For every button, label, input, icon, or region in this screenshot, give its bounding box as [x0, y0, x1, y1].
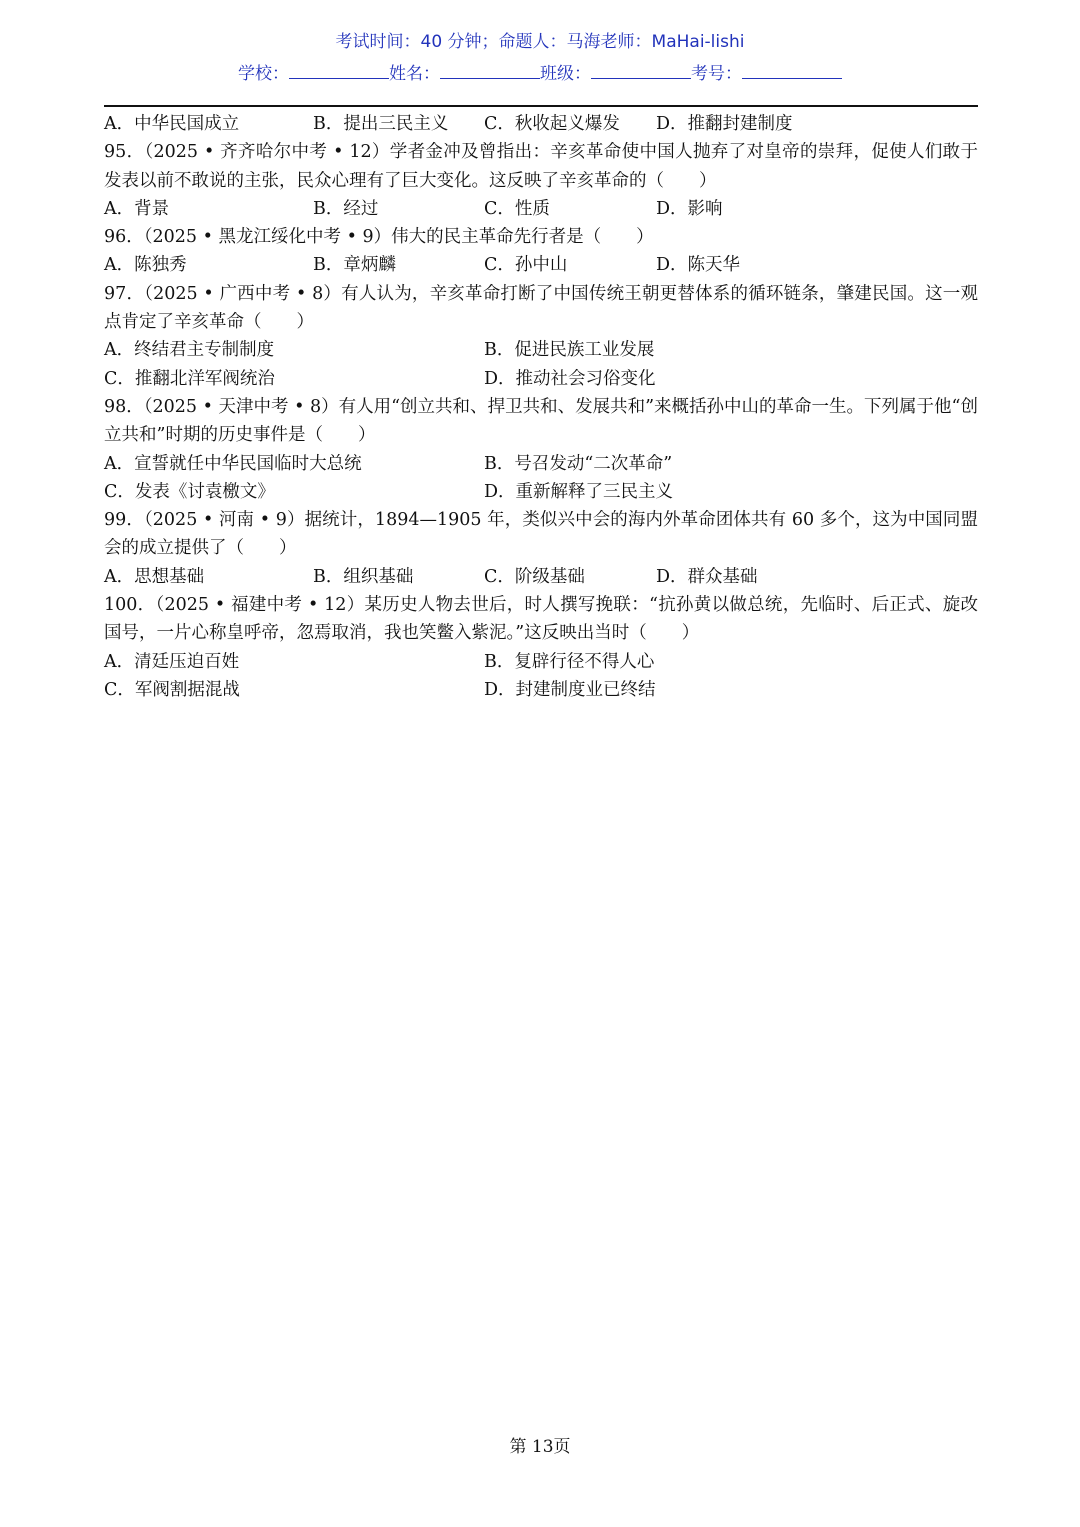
option[interactable]: D．群众基础: [656, 566, 758, 587]
class-label: 班级：: [540, 64, 591, 84]
option[interactable]: C．性质: [484, 198, 550, 219]
options-row: [104, 478, 978, 506]
option[interactable]: A．中华民国成立: [104, 114, 240, 134]
question-text: 95．（2025 • 齐齐哈尔中考 • 12）学者金冲及曾指出：辛亥革命使中国人抛弃了对皇帝的崇拜，促使人们敢于发表以前不敢说的主张，民众心理有了巨大变化。这反映了辛亥革命的（ ）: [104, 142, 978, 191]
option[interactable]: B．提出三民主义: [313, 114, 449, 134]
option[interactable]: C．推翻北洋军阀统治: [104, 368, 275, 389]
question-list: [104, 110, 978, 704]
option[interactable]: C．阶级基础: [484, 566, 585, 587]
question-text: 97．（2025 • 广西中考 • 8）有人认为，辛亥革命打断了中国传统王朝更替体系的循环链条，肇建民国。这一观点肯定了辛亥革命（ ）: [104, 283, 978, 333]
option[interactable]: C．秋收起义爆发: [484, 114, 620, 134]
options-row: [104, 563, 978, 591]
question-text: 98．（2025 • 天津中考 • 8）有人用“创立共和、捍卫共和、发展共和”来概括孙中山的革命一生。下列属于他“创立共和”时期的历史事件是（ ）: [104, 396, 978, 446]
options-row: [104, 251, 978, 279]
option[interactable]: B．经过: [313, 198, 379, 219]
school-label: 学校：: [238, 64, 289, 84]
number-label: 考号：: [691, 64, 742, 84]
page-number: 第 13页: [509, 1437, 571, 1457]
option[interactable]: B．章炳麟: [313, 255, 396, 276]
options-row: [104, 450, 978, 478]
option[interactable]: D．推翻封建制度: [656, 114, 793, 134]
options-row: [104, 648, 978, 676]
question-99: [104, 506, 978, 563]
option[interactable]: D．陈天华: [656, 255, 741, 276]
question-98: [104, 393, 978, 450]
option[interactable]: B．促进民族工业发展: [484, 340, 655, 361]
option[interactable]: B．组织基础: [313, 566, 414, 587]
header-divider: [104, 105, 978, 107]
option[interactable]: D．重新解释了三民主义: [484, 481, 674, 502]
name-blank[interactable]: [440, 64, 540, 79]
option[interactable]: B．号召发动“二次革命”: [484, 453, 673, 474]
question-text: 99．（2025 • 河南 • 9）据统计，1894—1905 年，类似兴中会的海内外革命团体共有 60 多个，这为中国同盟会的成立提供了（ ）: [104, 510, 978, 559]
option[interactable]: C．发表《讨袁檄文》: [104, 481, 275, 502]
class-blank[interactable]: [591, 64, 691, 79]
options-row: [104, 676, 978, 704]
question-97: [104, 280, 978, 337]
options-row: [104, 336, 978, 364]
option[interactable]: A．思想基础: [104, 566, 205, 587]
options-row: [104, 195, 978, 223]
question-text: 96．（2025 • 黑龙江绥化中考 • 9）伟大的民主革命先行者是（ ）: [104, 227, 654, 248]
number-blank[interactable]: [742, 64, 842, 79]
option[interactable]: A．终结君主专制制度: [104, 340, 275, 361]
option[interactable]: D．推动社会习俗变化: [484, 368, 656, 389]
options-row: [104, 365, 978, 393]
option[interactable]: C．孙中山: [484, 255, 568, 276]
option[interactable]: B．复辟行径不得人心: [484, 651, 655, 672]
school-blank[interactable]: [289, 64, 389, 79]
question-text: 100．（2025 • 福建中考 • 12）某历史人物去世后，时人撰写挽联：“抗孙黄以做总统，先临时、后正式、旋改国号，一片心称皇呼帝，忽焉取消，我也笑鳖入紫泥。”这反映出当时（ ）: [104, 595, 978, 644]
option[interactable]: C．军阀割据混战: [104, 679, 240, 700]
question-96: [104, 223, 978, 251]
question-100: [104, 591, 978, 648]
student-info-line: [0, 59, 1080, 84]
name-label: 姓名：: [389, 64, 440, 84]
option[interactable]: D．封建制度业已终结: [484, 679, 656, 700]
option[interactable]: A．陈独秀: [104, 255, 187, 276]
option[interactable]: A．背景: [104, 198, 170, 219]
option[interactable]: A．清廷压迫百姓: [104, 651, 240, 672]
question-95: [104, 138, 978, 195]
exam-info: 考试时间：40 分钟；命题人：马海老师：MaHai-lishi: [335, 32, 745, 52]
option[interactable]: D．影响: [656, 198, 723, 219]
prev-options-row: [104, 110, 978, 138]
option[interactable]: A．宣誓就任中华民国临时大总统: [104, 453, 362, 474]
